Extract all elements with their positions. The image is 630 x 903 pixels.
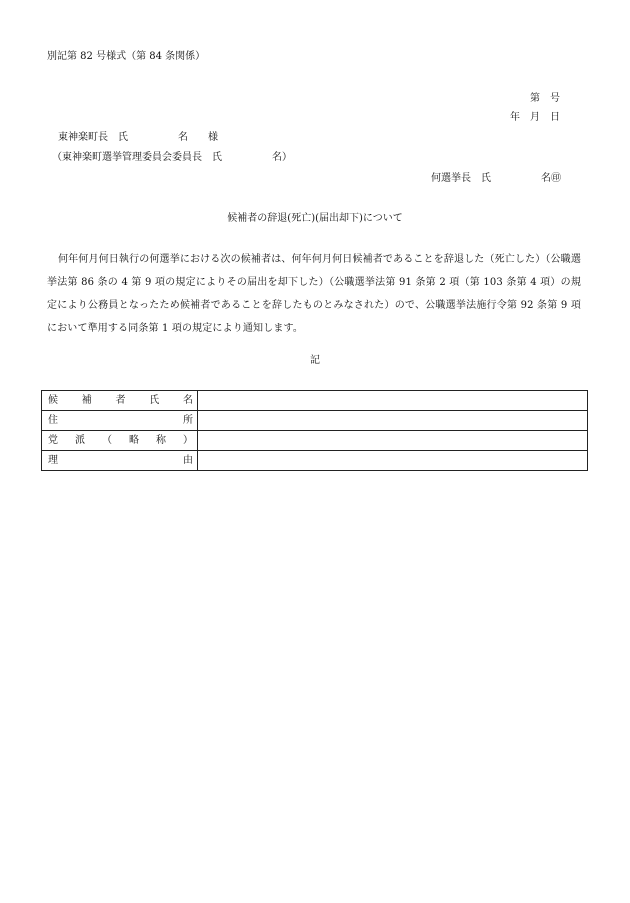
table-row xyxy=(42,391,588,411)
label-char: 補 xyxy=(81,394,92,406)
row-label-candidate-name xyxy=(42,391,198,411)
label-char: 称 xyxy=(156,434,166,446)
label-char: （ xyxy=(102,434,112,446)
label-char: 略 xyxy=(129,434,139,446)
row-value-reason[interactable] xyxy=(198,451,588,471)
row-value-address[interactable] xyxy=(198,411,588,431)
label-char: 氏 xyxy=(149,394,160,406)
document-title: 候補者の辞退(死亡)(届出却下)について xyxy=(227,213,403,224)
row-value-candidate-name[interactable] xyxy=(198,391,588,411)
label-char: 住 xyxy=(48,414,58,426)
label-char: 名 xyxy=(183,394,193,406)
body-paragraph: 何年何月何日執行の何選挙における次の候補者は、何年何月何日候補者であることを辞退した（死亡した）（公職選挙法第 86 条の 4 第 9 項の規定によりその届出を却下した）（公職選挙法第 91 条第 2 項（第 103 条第 4 項）の規定により公務員となったため候補者であることを辞したものとみなされた）ので、公職選挙法施行令第 92 条第 9 項において準用する同条第 1 項の規定により通知します。 xyxy=(47,254,581,334)
label-char: 党 xyxy=(48,434,58,446)
table-row xyxy=(42,411,588,431)
ki-heading: 記 xyxy=(310,355,320,366)
addressee-line: 東神楽町長 氏 名 様 xyxy=(58,132,218,143)
row-value-party[interactable] xyxy=(198,431,588,451)
document-date-line: 年 月 日 xyxy=(510,112,560,123)
row-label-party xyxy=(42,431,198,451)
label-char: 派 xyxy=(75,434,85,446)
table-row xyxy=(42,451,588,471)
sender-line: 何選挙長 氏 名㊞ xyxy=(431,173,561,184)
label-char: ） xyxy=(183,434,193,446)
table-row xyxy=(42,431,588,451)
candidate-info-table xyxy=(41,390,588,471)
label-char: 者 xyxy=(115,394,126,406)
form-reference: 別記第 82 号様式（第 84 条関係） xyxy=(47,51,206,62)
label-char: 所 xyxy=(183,414,193,426)
document-number-line: 第 号 xyxy=(530,93,560,104)
label-char: 由 xyxy=(183,454,193,466)
addressee-secondary-line: （東神楽町選挙管理委員会委員長 氏 名） xyxy=(52,152,292,163)
label-char: 理 xyxy=(48,454,58,466)
label-char: 候 xyxy=(48,394,58,406)
row-label-reason xyxy=(42,451,198,471)
row-label-address xyxy=(42,411,198,431)
